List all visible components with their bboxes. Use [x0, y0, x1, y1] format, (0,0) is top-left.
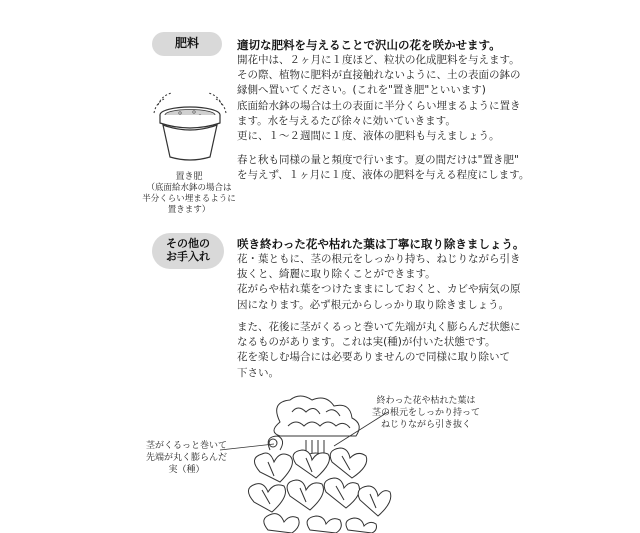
fertilizer-line: その際、植物に肥料が直接触れないように、土の表面の鉢の — [237, 69, 521, 82]
callout-pull-leaves-line — [330, 410, 390, 450]
pot-caption-line: 半分くらい埋まるように — [142, 194, 236, 204]
callout-line: 終わった花や枯れた葉は — [376, 396, 476, 406]
fertilizer-line: 更に、１〜２週間に１度、液体の肥料も与えましょう。 — [237, 130, 500, 143]
fertilizer-line: 開花中は、２ヶ月に１度ほど、粒状の化成肥料を与えます。 — [237, 54, 520, 66]
callout-line: 茎がくるっと巻いて — [146, 441, 228, 451]
fertilizer-body-2 — [237, 153, 529, 183]
care-body-2 — [237, 320, 521, 381]
care-line: 花・葉ともに、茎の根元をしっかり持ち、ねじりながら引き — [237, 253, 521, 265]
fertilizer-line: ます。水を与えるたび徐々に効いていきます。 — [237, 114, 456, 127]
care-line: 花を楽しむ場合には必要ありませんので同様に取り除いて — [237, 351, 510, 364]
callout-line: 茎の根元をしっかり持って — [372, 408, 481, 418]
callout-seed-pod — [146, 440, 227, 476]
care-label — [152, 233, 224, 269]
callout-line: 先端が丸く膨らんだ — [146, 453, 228, 463]
care-label-line: その他の — [166, 237, 210, 251]
fertilizer-line: を与えず、１ヶ月に１度、液体の肥料を与える程度にします。 — [237, 169, 530, 182]
care-line: また、花後に茎がくるっと巻いて先端が丸く膨らんだ状態に — [237, 321, 521, 333]
pot-illustration — [150, 85, 230, 170]
fertilizer-heading: 適切な肥料を与えることで沢山の花を咲かせます。 — [237, 38, 501, 52]
care-line: 花がらや枯れ葉をつけたままにしておくと、カビや病気の原 — [237, 283, 521, 296]
care-line: 因になります。必ず根元からしっかり取り除きましょう。 — [237, 298, 510, 311]
care-line: 下さい。 — [237, 366, 279, 379]
care-line: なるものがあります。これは実(種)が付いた状態です。 — [237, 336, 496, 349]
callout-seed-pod-line — [218, 440, 278, 460]
care-line: 抜くと、綺麗に取り除くことができます。 — [237, 268, 436, 281]
fertilizer-line: 底面給水鉢の場合は土の表面に半分くらい埋まるように置き — [237, 99, 521, 112]
pot-caption-title: 置き肥 — [175, 172, 203, 182]
pot-caption — [138, 172, 240, 216]
pot-caption-line: （底面給水鉢の場合は — [146, 183, 232, 193]
care-body — [237, 252, 521, 313]
fertilizer-body — [237, 53, 521, 144]
fertilizer-label — [152, 32, 222, 56]
care-label-line: お手入れ — [166, 250, 210, 263]
pot-caption-line: 置きます） — [167, 205, 211, 215]
fertilizer-label-text: 肥料 — [174, 36, 199, 51]
fertilizer-line: 縁側へ置いてください。(これを"置き肥"といいます) — [237, 84, 486, 97]
fertilizer-line: 春と秋も同様の量と頻度で行います。夏の間だけは"置き肥" — [237, 154, 519, 166]
callout-line: ねじりながら引き抜く — [381, 420, 472, 430]
care-heading: 咲き終わった花や枯れた葉は丁寧に取り除きましょう。 — [237, 237, 525, 251]
callout-line: 実（種） — [168, 465, 205, 475]
